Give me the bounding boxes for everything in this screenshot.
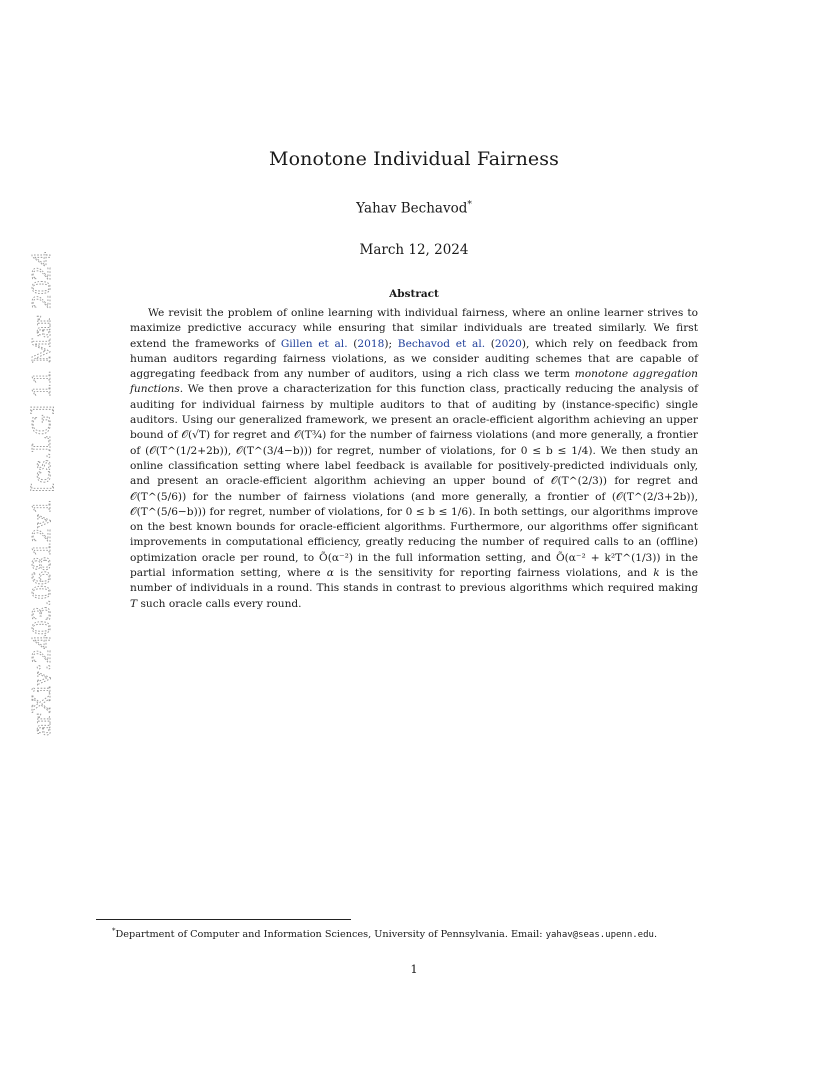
citation-year-link[interactable]: 2020 — [494, 337, 522, 350]
author-footnote — [112, 925, 712, 941]
abstract-text: is the number of individuals in a round. This stands in contrast to previous algorithms which required making — [130, 567, 698, 595]
abstract-body: We revisit the problem of online learning with individual fairness, where an online learner strives to maximize predictive accuracy while ensuring that similar individuals are treated similarly. We first extend the frameworks of Gillen et al. (2018); Bechavod et al. (2020), which rely on feedback from human auditors regarding fairness violations, as we consider auditing schemes that are capable of aggregating feedback from any number of auditors, using a rich class we term monotone aggregation functions. We then prove a characterization for this function class, practically reducing the analysis of auditing for individual fairness by multiple auditors to that of auditing by (instance-specific) single auditors. Using our generalized framework, we present an oracle-efficient algorithm achieving an upper bound of 𝒪(√T) for regret and 𝒪(T¾) for the number of fairness violations (and more generally, a frontier of (𝒪(T^(1/2+2b)), 𝒪(T^(3/4−b))) for regret, number of violations, for 0 ≤ b ≤ 1/4). We then study an online classification setting where label feedback is available for positively-predicted individuals only, and present an oracle-efficient algorithm achieving an upper bound of 𝒪(T^(2/3)) for regret and 𝒪(T^(5/6)) for the number of fairness violations (and more generally, a frontier of (𝒪(T^(2/3+2b)), 𝒪(T^(5/6−b))) for regret, number of violations, for 0 ≤ b ≤ 1/6). In both settings, our algorithms improve on the best known bounds for oracle-efficient algorithms. Furthermore, our algorithms offer significant improvements in computational efficiency, greatly reducing the number of required calls to an (offline) optimization oracle per round, to Õ(α⁻²) in the full information setting, and Õ(α⁻² + k²T^(1/3)) in the partial information setting, where α is the sensitivity for reporting fairness violations, and k is the number of individuals in a round. This stands in contrast to previous algorithms which required making T such oracle calls every round. — [130, 307, 699, 610]
page-number: 1 — [410, 962, 418, 976]
math-expression: 𝒪(T¾) — [294, 429, 327, 442]
abstract-text: for regret, number of violations, for — [312, 444, 521, 457]
math-expression: Õ(α⁻² + k²T^(1/3)) — [555, 551, 661, 564]
abstract-text: in the partial information setting, where — [130, 551, 699, 580]
author-email[interactable]: yahav@seas.upenn.edu — [545, 930, 654, 941]
math-expression: 𝒪(√T) — [181, 429, 211, 442]
math-expression: Õ(α⁻²) — [319, 551, 353, 564]
abstract-text: We revisit the problem of online learning with individual fairness, where an online learner strives to maximize predictive accuracy while ensuring that similar individuals are treated similarly. We first extend the frameworks of — [130, 307, 698, 350]
math-expression: 0 ≤ b ≤ 1/4 — [520, 444, 589, 457]
abstract-text: for regret and — [607, 475, 698, 488]
abstract-text: for regret and — [210, 429, 294, 442]
abstract-text: , which rely on feedback from human auditors regarding fairness violations, as we consider auditing schemes that are capable of aggregating feedback from any number of auditors, using a rich class we term — [130, 337, 698, 381]
math-expression: (𝒪(T^(1/2+2b)), 𝒪(T^(3/4−b))) — [145, 444, 313, 457]
footnote-mark: * — [112, 927, 116, 935]
abstract-text: is the sensitivity for reporting fairness violations, and — [333, 567, 654, 580]
abstract-text: ). In both settings, our algorithms improve on the best known bounds for oracle-efficient algorithms. Furthermore, our algorithms offer significant improvements in computational efficiency, greatly reducing the number of required calls to an (offline) optimization oracle per round, to — [130, 505, 698, 564]
math-expression: (𝒪(T^(2/3+2b)), 𝒪(T^(5/6−b))) — [130, 490, 698, 518]
citation-year-link[interactable]: 2018 — [357, 337, 385, 350]
abstract-text: for the number of fairness violations (and more generally, a frontier of — [186, 490, 612, 503]
citation-link[interactable]: Gillen et al. — [280, 337, 348, 350]
math-expression: α — [326, 567, 334, 580]
footnote-period: . — [653, 929, 658, 941]
citation-link[interactable]: Bechavod et al. — [397, 337, 486, 350]
defined-term: monotone aggregation functions. — [130, 368, 698, 396]
math-expression: 𝒪(T^(5/6)) — [130, 490, 187, 503]
paper-title: Monotone Individual Fairness — [269, 148, 559, 170]
author-name: Yahav Bechavod — [356, 200, 468, 217]
arxiv-identifier-text: arXiv:2403.06812v1 [cs.LG] 11 Mar 2024 — [26, 276, 56, 736]
math-expression: 0 ≤ b ≤ 1/6 — [405, 505, 469, 518]
math-expression: T — [130, 597, 138, 610]
abstract-text: in the full information setting, and — [352, 551, 556, 564]
author-line — [0, 200, 828, 217]
abstract-text: for the number of fairness violations (and more generally, a frontier of — [130, 429, 698, 457]
footnote-affiliation: Department of Computer and Information Sciences, University of Pennsylvania. Email: — [115, 929, 546, 941]
abstract-text: ). We then study an online classification setting where label feedback is available for positively-predicted individuals only, and present an oracle-efficient algorithm achieving an upper bound of — [130, 444, 699, 488]
math-expression: 𝒪(T^(2/3)) — [550, 475, 608, 488]
abstract-text: for regret, number of violations, for — [206, 505, 406, 518]
arxiv-identifier-stamp — [12, 250, 62, 738]
footnote-divider — [96, 919, 351, 920]
abstract-text: We then prove a characterization for this function class, practically reducing the analysis of auditing for individual fairness by multiple auditors to that of auditing by (instance-specific) single auditors. Using our generalized framework, we present an oracle-efficient algorithm achieving an upper bound of — [130, 383, 698, 442]
abstract-heading: Abstract — [389, 288, 439, 300]
abstract-text: such oracle calls every round. — [137, 597, 302, 610]
math-expression: k — [653, 567, 660, 580]
publication-date: March 12, 2024 — [359, 242, 469, 258]
author-footnote-mark[interactable]: * — [467, 200, 472, 210]
